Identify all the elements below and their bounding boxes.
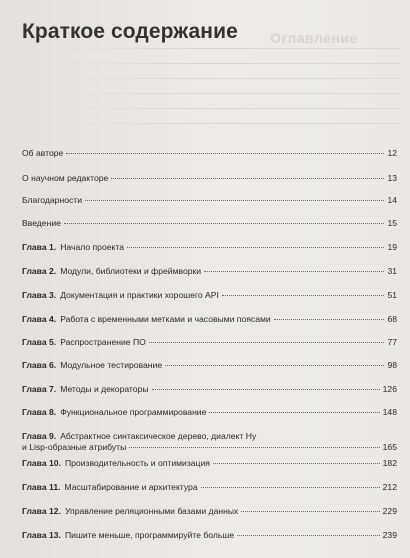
toc-entry (22, 506, 397, 517)
toc-entry (22, 314, 397, 325)
chapter-number: Глава 3. (22, 290, 57, 300)
page-number: 51 (387, 290, 397, 300)
page-number: 13 (387, 173, 397, 183)
dot-leader (241, 510, 379, 512)
entry-title: Модульное тестирование (60, 360, 163, 370)
page-number: 15 (387, 218, 397, 228)
entry-title: Начало проекта (60, 242, 124, 252)
entry-title: Распространение ПО (60, 337, 146, 347)
dot-leader (274, 318, 385, 320)
page-number: 14 (387, 195, 397, 205)
page-number: 148 (382, 407, 397, 417)
toc-entry (22, 173, 397, 184)
toc-entry (22, 195, 397, 206)
toc-entry (22, 266, 397, 277)
chapter-number: Глава 10. (22, 458, 61, 468)
dot-leader (209, 411, 379, 413)
toc-entry (22, 530, 397, 541)
toc-entry (22, 242, 397, 253)
entry-title: Модули, библиотеки и фреймворки (60, 266, 202, 276)
chapter-number: Глава 8. (22, 407, 57, 417)
toc-entry (22, 337, 397, 348)
page-number: 229 (382, 506, 397, 516)
chapter-number: Глава 2. (22, 266, 57, 276)
chapter-number: Глава 5. (22, 337, 57, 347)
toc-entry (22, 384, 397, 395)
dot-leader (201, 486, 380, 488)
entry-title: Об авторе (22, 148, 64, 158)
chapter-number: Глава 1. (22, 242, 57, 252)
page-number: 12 (387, 148, 397, 158)
page-number: 19 (387, 242, 397, 252)
entry-title: Методы и декораторы (60, 384, 149, 394)
page-number: 68 (387, 314, 397, 324)
page-title: Краткое содержание (22, 20, 238, 43)
chapter-number: Глава 7. (22, 384, 57, 394)
dot-leader (222, 294, 385, 296)
dot-leader (64, 222, 385, 224)
chapter-number: Глава 4. (22, 314, 57, 324)
page-number: 239 (382, 530, 397, 540)
entry-title: Масштабирование и архитектура (64, 482, 198, 492)
entry-title: Абстрактное синтаксическое дерево, диалект Hy (60, 431, 257, 441)
dot-leader (237, 534, 380, 536)
toc-entry (22, 458, 397, 469)
toc-entry (22, 218, 397, 229)
dot-leader (85, 199, 384, 201)
entry-title-continued: и Lisp-образные атрибуты (22, 442, 127, 452)
entry-title: Производительность и оптимизация (64, 458, 210, 468)
chapter-number: Глава 6. (22, 360, 57, 370)
page-number: 77 (387, 337, 397, 347)
dot-leader (66, 152, 384, 154)
entry-title: О научном редакторе (22, 173, 109, 183)
entry-title: Функциональное программирование (60, 407, 207, 417)
page-number: 182 (382, 458, 397, 468)
entry-title: Введение (22, 218, 61, 228)
entry-title: Управление реляционными базами данных (64, 506, 239, 516)
dot-leader (152, 388, 380, 390)
page-number: 98 (387, 360, 397, 370)
dot-leader (213, 462, 380, 464)
toc-entry (22, 290, 397, 301)
dot-leader (129, 446, 379, 448)
toc-entry (22, 482, 397, 493)
page-number: 31 (387, 266, 397, 276)
toc-entry (22, 360, 397, 371)
page-number: 126 (382, 384, 397, 394)
toc-entry (22, 431, 397, 453)
entry-title: Благодарности (22, 195, 83, 205)
page-number: 212 (382, 482, 397, 492)
chapter-number: Глава 11. (22, 482, 61, 492)
bleed-through-heading: Оглавление (270, 30, 358, 46)
chapter-number: Глава 9. (22, 431, 57, 441)
entry-title: Документация и практики хорошего API (60, 290, 219, 300)
page-number: 165 (382, 442, 397, 452)
toc-entry (22, 407, 397, 418)
dot-leader (149, 341, 385, 343)
dot-leader (127, 246, 384, 248)
toc-entry (22, 148, 397, 159)
entry-title: Пишите меньше, программируйте больше (64, 530, 234, 540)
chapter-number: Глава 12. (22, 506, 61, 516)
dot-leader (204, 270, 384, 272)
chapter-number: Глава 13. (22, 530, 61, 540)
dot-leader (111, 177, 384, 179)
bleed-through-lines (60, 48, 400, 138)
dot-leader (165, 364, 384, 366)
entry-title: Работа с временными метками и часовыми поясами (60, 314, 271, 324)
